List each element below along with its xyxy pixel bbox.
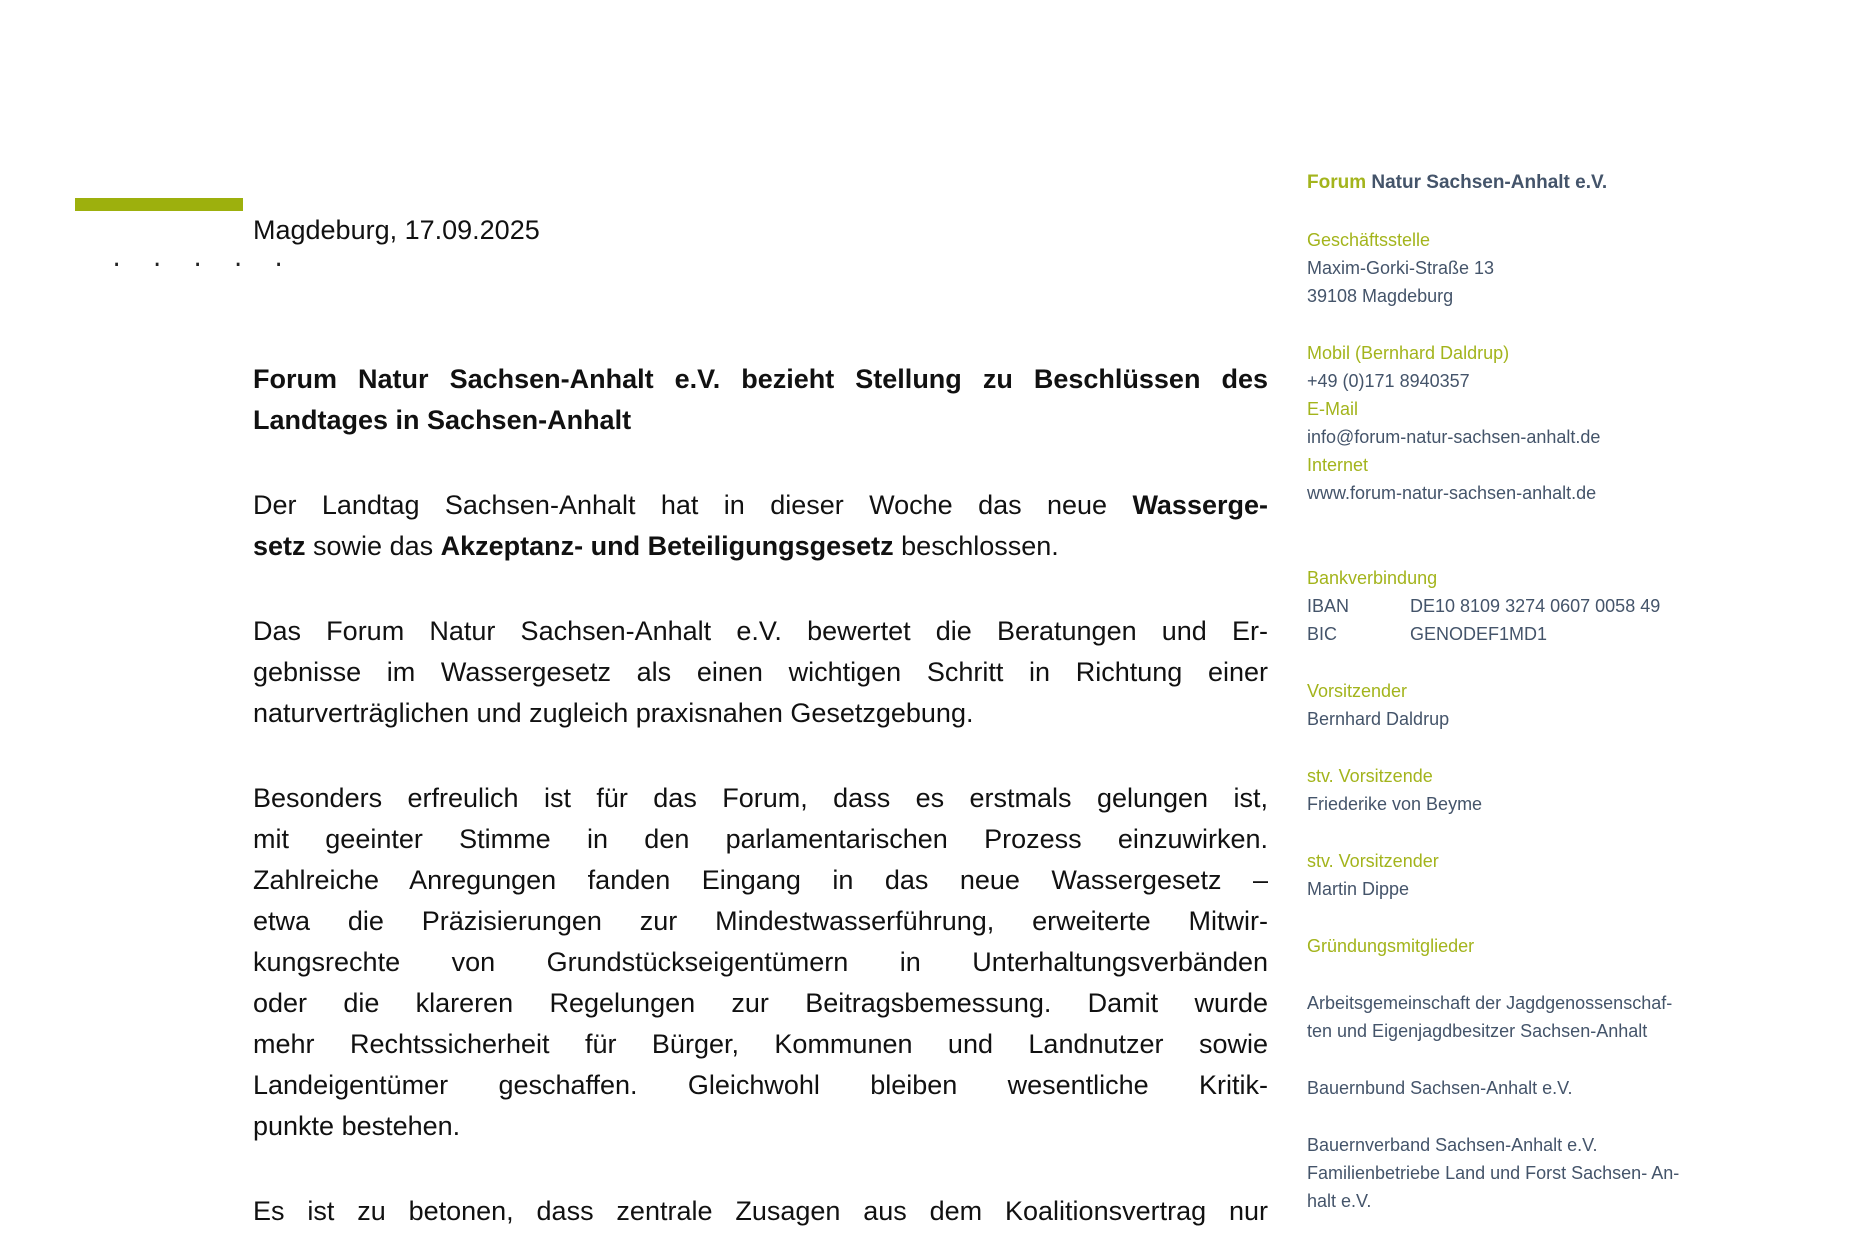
sidebar-label: Vorsitzender (1307, 681, 1408, 701)
paragraph-line: Der Landtag Sachsen-Anhalt hat in dieser Woche das neue Wasserge- (253, 490, 1268, 520)
sidebar-label: Internet (1307, 455, 1369, 475)
body-paragraph (253, 778, 1268, 1147)
pair-label: BIC (1307, 624, 1338, 644)
paragraph-line: punkte bestehen. (253, 1111, 461, 1141)
sidebar-value: info@forum-natur-sachsen-anhalt.de (1307, 427, 1601, 447)
sidebar-group-kontakt (1307, 339, 1739, 507)
org-name-highlight: Forum (1307, 172, 1367, 193)
sidebar-group-mitglied-bauernverband (1307, 1131, 1739, 1215)
fold-marks: . . . . . (110, 247, 293, 272)
sidebar-group-vorsitzender (1307, 677, 1739, 733)
paragraph-line: Es ist zu betonen, dass zentrale Zusagen aus dem Koalitionsvertrag nur (253, 1196, 1268, 1226)
sidebar-value: Friederike von Beyme (1307, 794, 1483, 814)
press-release-title (253, 359, 1268, 441)
body-paragraph (253, 611, 1268, 734)
sidebar-group-bankverbindung (1307, 564, 1739, 648)
sidebar-value: Bernhard Daldrup (1307, 709, 1450, 729)
paragraph-line: Zahlreiche Anregungen fanden Eingang in das neue Wassergesetz – (253, 865, 1268, 895)
paragraph-line: Besonders erfreulich ist für das Forum, dass es erstmals gelungen ist, (253, 783, 1268, 813)
sidebar-label: stv. Vorsitzender (1307, 851, 1439, 871)
sidebar-value: Maxim-Gorki-Straße 13 (1307, 258, 1495, 278)
title-line: Landtages in Sachsen-Anhalt (253, 405, 632, 435)
paragraph-line: Landeigentümer geschaffen. Gleichwohl bleiben wesentliche Kritik- (253, 1070, 1268, 1100)
sidebar-label: Mobil (Bernhard Daldrup) (1307, 343, 1510, 363)
sidebar-group-mitglied-bauernbund (1307, 1074, 1739, 1102)
paragraph-line: mehr Rechtssicherheit für Bürger, Kommunen und Landnutzer sowie (253, 1029, 1268, 1059)
sidebar (1307, 169, 1739, 1215)
sidebar-value: +49 (0)171 8940357 (1307, 371, 1470, 391)
sidebar-label: Geschäftsstelle (1307, 230, 1431, 250)
accent-bar (75, 198, 243, 211)
sidebar-value: halt e.V. (1307, 1191, 1372, 1211)
sidebar-group-stv-vorsitzender (1307, 847, 1739, 903)
sidebar-group-geschaeftsstelle (1307, 226, 1739, 310)
body-paragraph (253, 1191, 1268, 1232)
sidebar-pair-bic (1307, 620, 1739, 648)
sidebar-value: Bauernbund Sachsen-Anhalt e.V. (1307, 1078, 1573, 1098)
sidebar-group-mitglied-arbeitsgemeinschaft (1307, 989, 1739, 1045)
sidebar-value: www.forum-natur-sachsen-anhalt.de (1307, 483, 1597, 503)
sidebar-value: Arbeitsgemeinschaft der Jagdgenossenschaf- (1307, 993, 1673, 1013)
title-line: Forum Natur Sachsen-Anhalt e.V. bezieht Stellung zu Beschlüssen des (253, 364, 1268, 394)
paragraph-line: kungsrechte von Grundstückseigentümern in Unterhaltungsverbänden (253, 947, 1268, 977)
paragraph-line: setz sowie das Akzeptanz- und Beteiligungsgesetz beschlossen. (253, 531, 1059, 561)
sidebar-value: ten und Eigenjagdbesitzer Sachsen-Anhalt (1307, 1021, 1648, 1041)
paragraph-line: naturverträglichen und zugleich praxisnahen Gesetzgebung. (253, 698, 974, 728)
pair-label: IBAN (1307, 596, 1350, 616)
pair-value: GENODEF1MD1 (1410, 624, 1548, 644)
pair-value: DE10 8109 3274 0607 0058 49 (1410, 596, 1661, 616)
sidebar-value: Martin Dippe (1307, 879, 1410, 899)
body-column (253, 359, 1268, 1232)
body-paragraph (253, 485, 1268, 567)
city-date-line: Magdeburg, 17.09.2025 (253, 215, 540, 245)
sidebar-label: Bankverbindung (1307, 568, 1438, 588)
org-name (1307, 169, 1739, 197)
paragraph-line: gebnisse im Wassergesetz als einen wichtigen Schritt in Richtung einer (253, 657, 1268, 687)
sidebar-label: Gründungsmitglieder (1307, 936, 1475, 956)
org-name-rest: Natur Sachsen-Anhalt e.V. (1366, 172, 1608, 193)
paragraph-line: mit geeinter Stimme in den parlamentarischen Prozess einzuwirken. (253, 824, 1268, 854)
sidebar-group-stv-vorsitzende (1307, 762, 1739, 818)
paragraph-line: Das Forum Natur Sachsen-Anhalt e.V. bewertet die Beratungen und Er- (253, 616, 1268, 646)
sidebar-value: Familienbetriebe Land und Forst Sachsen- An- (1307, 1163, 1680, 1183)
sidebar-value: Bauernverband Sachsen-Anhalt e.V. (1307, 1135, 1598, 1155)
sidebar-label: E-Mail (1307, 399, 1359, 419)
sidebar-value: 39108 Magdeburg (1307, 286, 1454, 306)
sidebar-pair-iban (1307, 592, 1739, 620)
sidebar-label: stv. Vorsitzende (1307, 766, 1433, 786)
sidebar-group-gruendungsmitglieder (1307, 932, 1739, 960)
paragraph-line: oder die klareren Regelungen zur Beitragsbemessung. Damit wurde (253, 988, 1268, 1018)
paragraph-line: etwa die Präzisierungen zur Mindestwasserführung, erweiterte Mitwir- (253, 906, 1268, 936)
